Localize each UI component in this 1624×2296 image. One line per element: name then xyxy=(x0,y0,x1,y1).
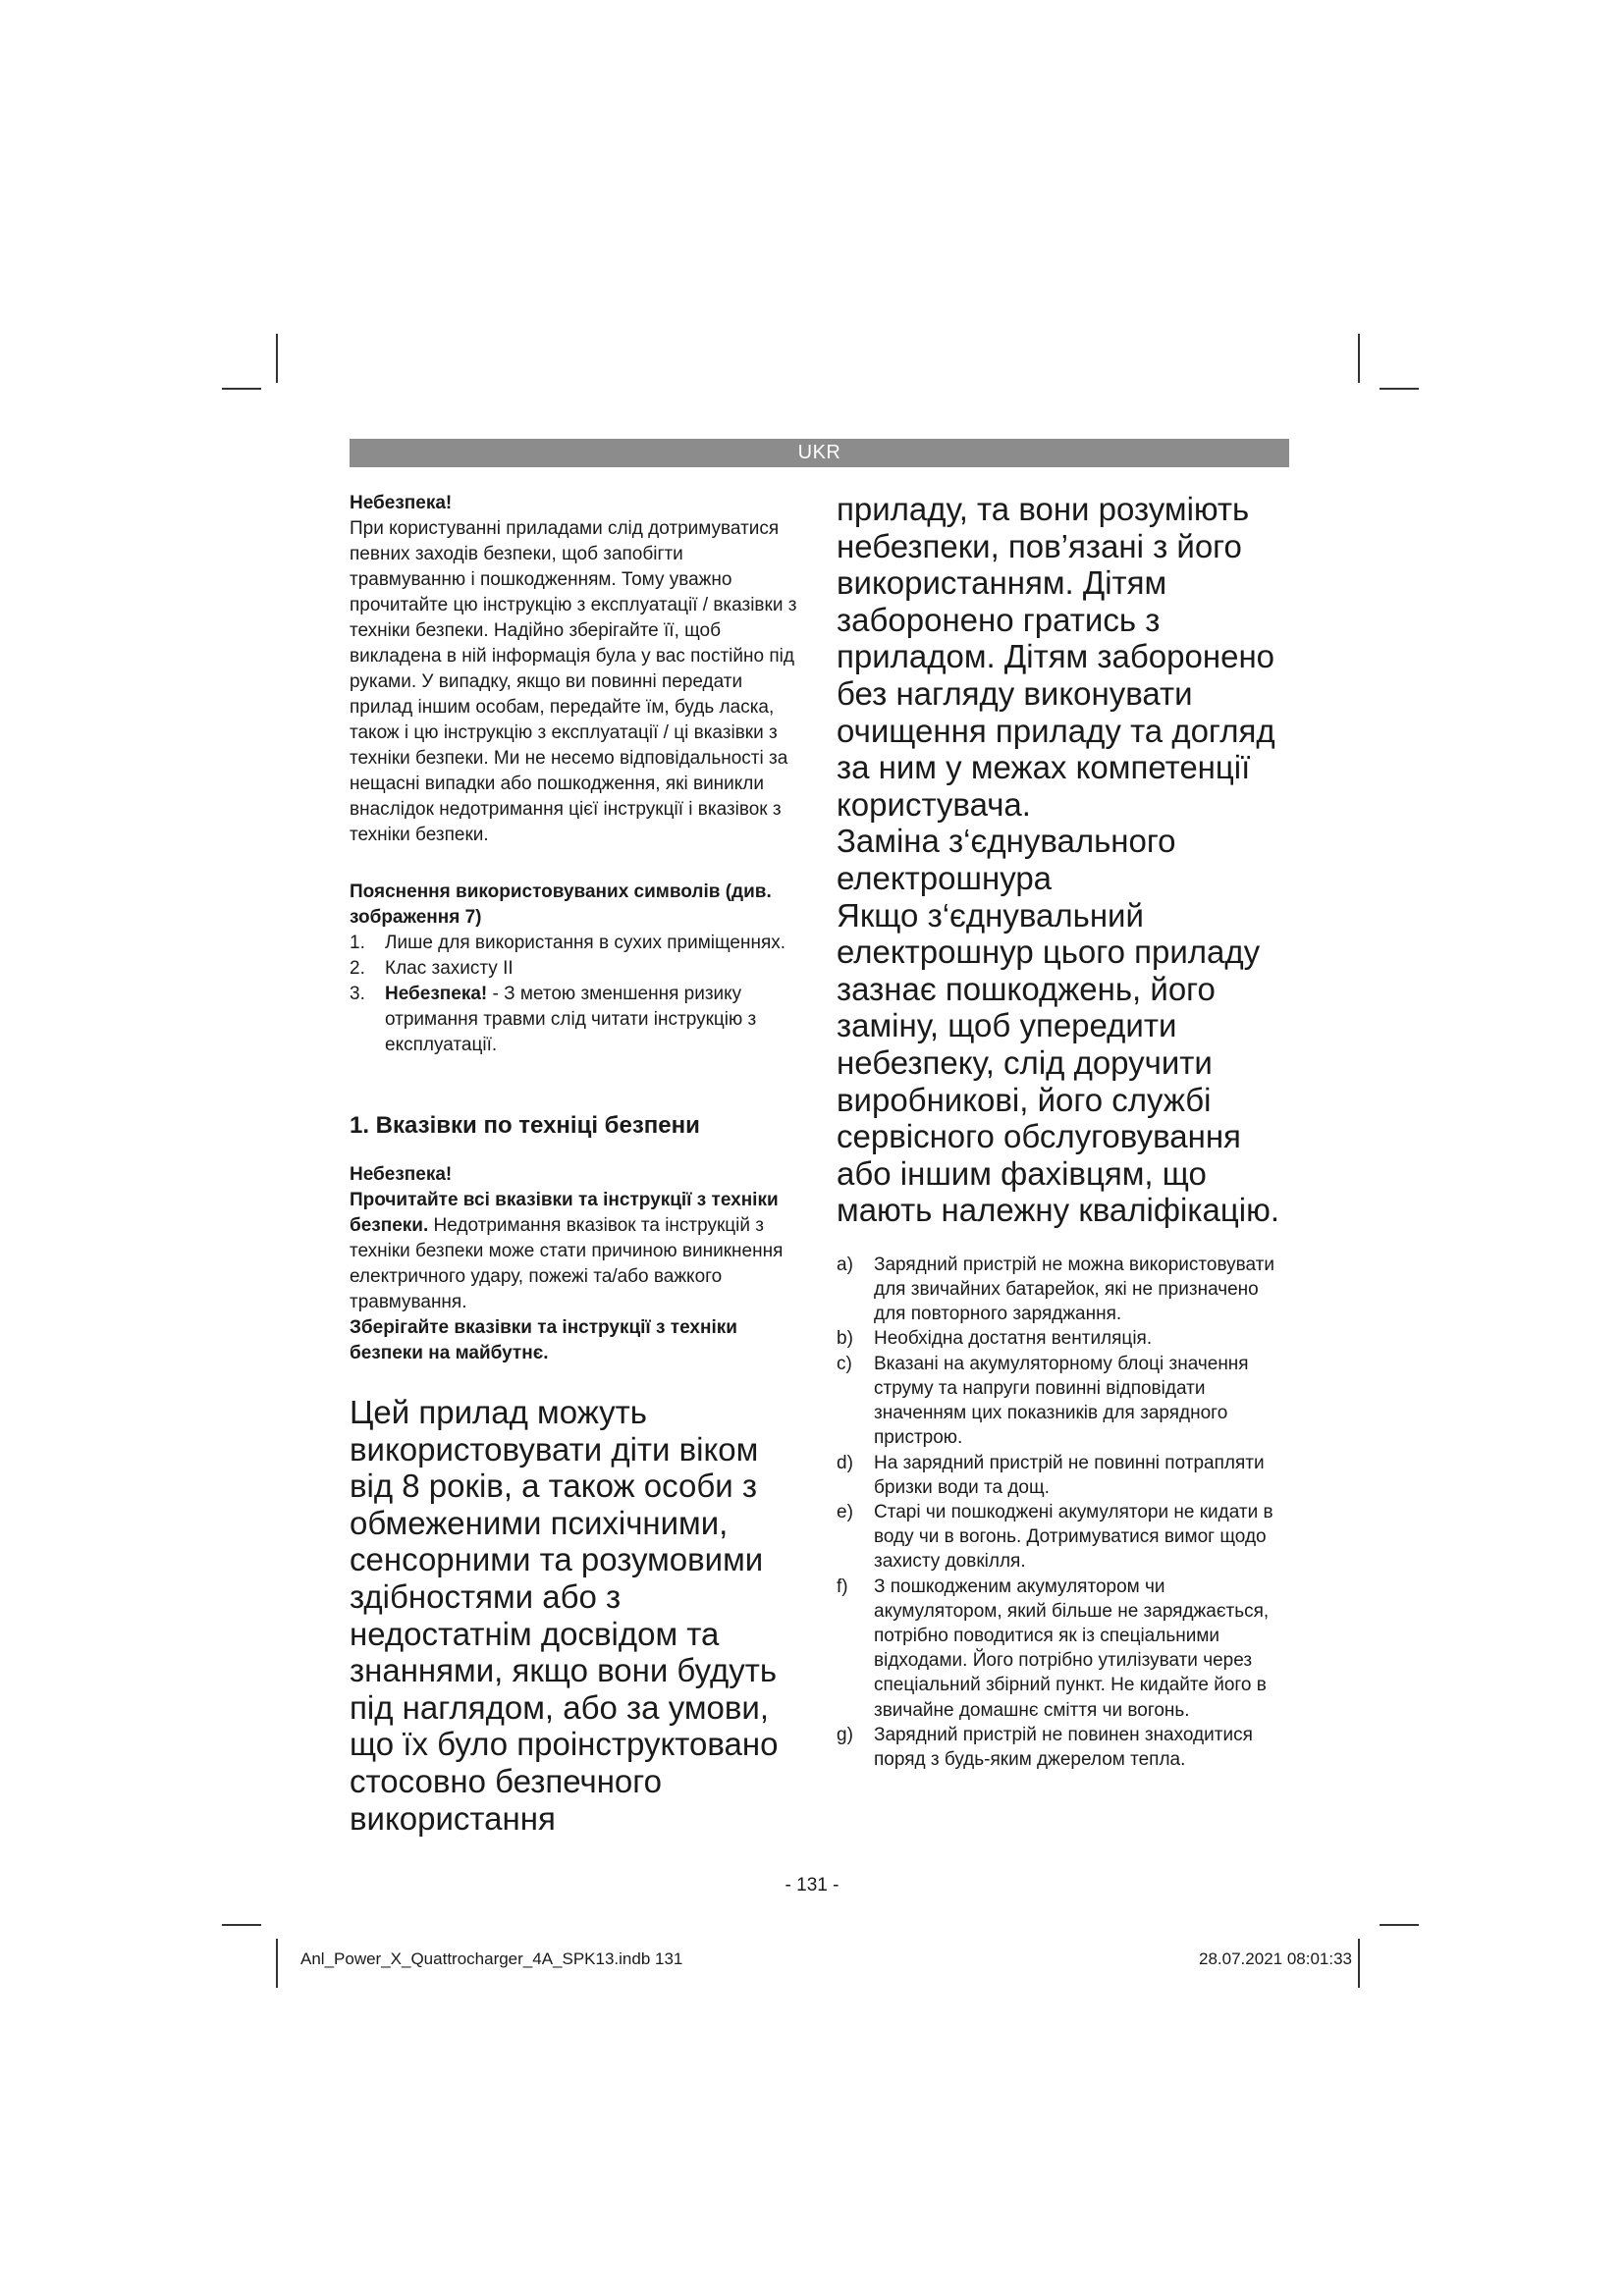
list-item xyxy=(350,931,801,956)
list-item-letter: g) xyxy=(837,1724,853,1745)
list-item-letter: d) xyxy=(837,1452,853,1473)
list-item-letter: c) xyxy=(837,1353,852,1374)
list-item xyxy=(837,1352,1294,1451)
right-column xyxy=(837,491,1294,1772)
list-item-letter: e) xyxy=(837,1501,853,1522)
list-item-letter: a) xyxy=(837,1254,853,1275)
list-item-number: 1. xyxy=(350,933,365,953)
list-item-text: Зарядний пристрій не можна використовувати для звичайних батарейок, які не призначено для повторного заряджання. xyxy=(874,1254,1274,1325)
crop-mark xyxy=(1380,1924,1419,1926)
list-item-bold: Небезпека! xyxy=(385,984,488,1004)
crop-mark xyxy=(222,1924,261,1926)
list-item-text: На зарядний пристрій не повинні потрапляти бризки води та дощ. xyxy=(874,1452,1265,1498)
list-item-rest: - З метою зменшення ризику отримання травми слід читати інструкцію з експлуатації. xyxy=(385,984,757,1055)
section-title: 1. Вказівки по техніці безпени xyxy=(350,1112,700,1139)
danger2-paragraph xyxy=(350,1188,801,1315)
list-item-text: З пошкодженим акумулятором чи акумулятором, який більше не заряджається, потрібно поводитися як із спеціальними відходами. Його потрібно утилізувати через спеціальний збірний пункт. Не кидайте його в звичайне домашнє сміття чи вогонь. xyxy=(874,1575,1270,1721)
cord-replacement-heading: Заміна з‘єднувального електрошнура xyxy=(837,823,1176,896)
list-item-letter: b) xyxy=(837,1328,853,1350)
children-warning-continued: приладу, та вони розуміють небезпеки, пов’язані з його використанням. Дітям заборонено гратись з приладом. Дітям заборонено без нагляду виконувати очищення приладу та догляд за ним у межах компетенції користувача. xyxy=(837,491,1275,823)
footer-file-name: Anl_Power_X_Quattrocharger_4A_SPK13.indb 131 xyxy=(300,1949,683,1968)
list-item-number: 3. xyxy=(350,984,365,1004)
list-item xyxy=(837,1575,1294,1723)
left-column xyxy=(350,491,801,1837)
safety-items-list xyxy=(837,1253,1294,1772)
crop-mark xyxy=(222,388,261,390)
danger-paragraph: При користуванні приладами слід дотримуватися певних заходів безпеки, щоб запобігти травмуванню і пошкодженням. Тому уважно прочитайте цю інструкцію з експлуатації / вказівки з техніки безпеки. Надійно зберігайте її, щоб викладена в ній інформація була у вас постійно під руками. У випадку, якщо ви повинні передати прилад іншим особам, передайте їм, будь ласка, також і цю інструкцію з експлуатації / ці вказівки з техніки безпеки. Ми не несемо відповідальності за нещасні випадки або пошкодження, які виникли внаслідок недотримання цієї інструкції і вказівок з техніки безпеки. xyxy=(350,518,797,845)
list-item-letter: f) xyxy=(837,1575,848,1597)
list-item-text xyxy=(385,982,801,1058)
danger2-title: Небезпека! xyxy=(350,1164,453,1185)
list-item xyxy=(837,1326,1294,1351)
list-item-text: Вказані на акумуляторному блоці значення струму та напруги повинні відповідати значенням цих показників для зарядного пристрою. xyxy=(874,1353,1249,1449)
cord-replacement-text: Якщо з‘єднувальний електрошнур цього приладу зазнає пошкоджень, його заміну, щоб упередити небезпеку, слід доручити виробникові, його службі сервісного обслуговування або іншим фахівцям, що мають належну кваліфікацію. xyxy=(837,896,1280,1229)
footer-datetime: 28.07.2021 08:01:33 xyxy=(1199,1949,1352,1968)
list-item-text: Зарядний пристрій не повинен знаходитися поряд з будь-яким джерелом тепла. xyxy=(874,1724,1253,1770)
list-item-text: Необхідна достатня вентиляція. xyxy=(874,1328,1153,1350)
danger2-bold-closing: Зберігайте вказівки та інструкції з техніки безпеки на майбутнє. xyxy=(350,1317,737,1363)
language-header-band xyxy=(350,439,1289,467)
list-item-text: Лише для використання в сухих приміщеннях. xyxy=(385,933,786,953)
children-warning-text: Цей прилад можуть використовувати діти віком від 8 років, а також особи з обмеженими психічними, сенсорними та розумовими здібностями або з недостатнім досвідом та знаннями, якщо вони будуть під наглядом, або за умови, що їх було проінструктовано стосовно безпечного використання xyxy=(350,1394,779,1837)
list-item xyxy=(350,956,801,982)
page-number: - 131 - xyxy=(785,1875,839,1896)
language-code: UKR xyxy=(797,442,841,463)
symbols-list xyxy=(350,931,801,1058)
symbols-title: Пояснення використовуваних символів (див. зображення 7) xyxy=(350,881,772,928)
list-item xyxy=(350,982,801,1058)
list-item xyxy=(837,1723,1294,1772)
list-item xyxy=(837,1500,1294,1575)
list-item xyxy=(837,1451,1294,1500)
danger2-bold-intro: Прочитайте всі вказівки та інструкції з техніки безпеки. xyxy=(350,1190,779,1236)
danger2-text: Недотримання вказівок та інструкцій з техніки безпеки може стати причиною виникнення електричного удару, пожежі та/або важкого травмування. xyxy=(350,1215,784,1312)
crop-mark xyxy=(276,1939,278,1988)
crop-mark xyxy=(1358,334,1360,383)
list-item xyxy=(837,1253,1294,1327)
list-item-text: Старі чи пошкоджені акумулятори не кидати в воду чи в вогонь. Дотримуватися вимог щодо захисту довкілля. xyxy=(874,1501,1273,1573)
list-item-number: 2. xyxy=(350,958,365,979)
crop-mark xyxy=(1358,1939,1360,1988)
danger-title: Небезпека! xyxy=(350,493,453,513)
crop-mark xyxy=(276,334,278,383)
list-item-text: Клас захисту II xyxy=(385,958,514,979)
crop-mark xyxy=(1380,388,1419,390)
